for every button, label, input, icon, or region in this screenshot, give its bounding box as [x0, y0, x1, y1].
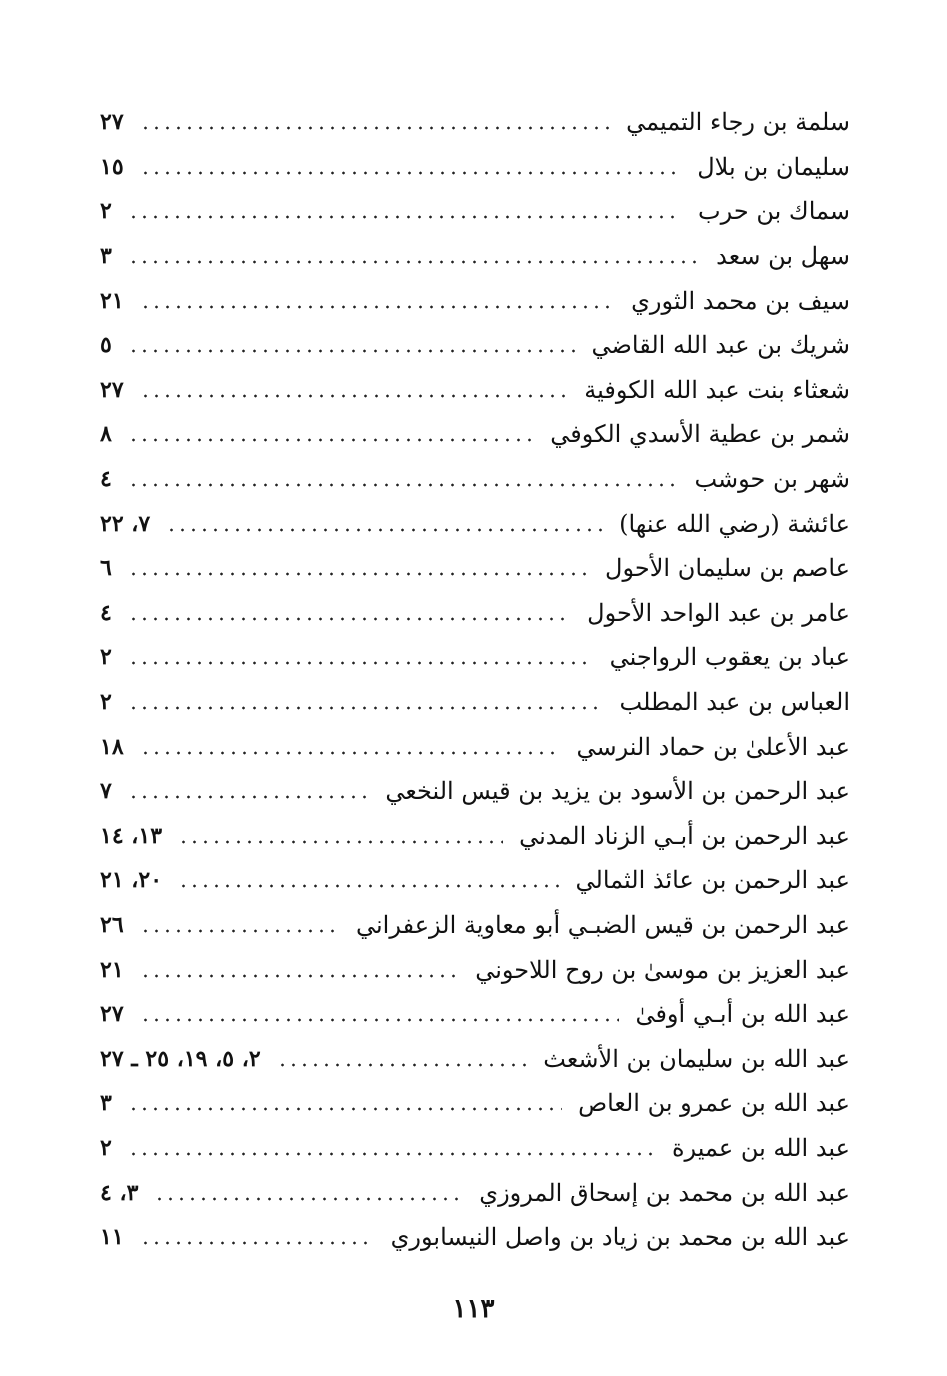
entry-name: عبد الله بن محمد بن إسحاق المروزي — [479, 1178, 850, 1207]
index-entry — [100, 145, 850, 190]
leader-dots — [128, 214, 682, 220]
entry-page-numbers: ١٨ — [100, 733, 124, 760]
index-entry — [100, 1170, 850, 1215]
entry-name: عبد العزيز بن موسىٰ بن روح اللاحوني — [475, 955, 850, 984]
index-entry — [100, 278, 850, 323]
leader-dots — [140, 170, 682, 176]
entry-page-numbers: ١٣، ١٤ — [100, 822, 163, 849]
entry-page-numbers: ٢ — [100, 644, 112, 671]
entry-page-numbers: ٦ — [100, 555, 112, 582]
index-entry — [100, 814, 850, 859]
entry-name: عبد الرحمن بن الأسود بن يزيد بن قيس النخعي — [385, 777, 850, 806]
entry-name: شعثاء بنت عبد الله الكوفية — [584, 375, 850, 404]
index-entry — [100, 858, 850, 903]
index-entry — [100, 368, 850, 413]
entry-page-numbers: ٧، ٢٢ — [100, 510, 151, 537]
leader-dots — [128, 571, 589, 577]
leader-dots — [128, 348, 576, 354]
leader-dots — [166, 527, 603, 533]
index-entry — [100, 412, 850, 457]
leader-dots — [128, 1151, 656, 1157]
index-entry — [100, 100, 850, 145]
entry-name: عاصم بن سليمان الأحول — [605, 554, 850, 583]
leader-dots — [128, 660, 594, 666]
index-entry — [100, 457, 850, 502]
entry-page-numbers: ٢ — [100, 198, 112, 225]
entry-name: عبد الله بن محمد بن زياد بن واصل النيسابوري — [390, 1223, 850, 1252]
leader-dots — [178, 839, 503, 845]
index-entry — [100, 1126, 850, 1171]
leader-dots — [128, 794, 370, 800]
entry-name: عبد الأعلىٰ بن حماد النرسي — [576, 732, 850, 761]
entry-page-numbers: ٣ — [100, 243, 112, 270]
index-entry — [100, 1215, 850, 1260]
entry-name: سلمة بن رجاء التميمي — [626, 108, 850, 137]
leader-dots — [178, 883, 559, 889]
entry-name: عباد بن يعقوب الرواجني — [609, 643, 850, 672]
entry-name: سهل بن سعد — [716, 242, 850, 271]
leader-dots — [128, 259, 700, 265]
entry-name: عبد الرحمن بن عائذ الثمالي — [575, 866, 850, 895]
entry-name: شهر بن حوشب — [694, 465, 850, 494]
index-entry — [100, 724, 850, 769]
entry-page-numbers: ٢٧ — [100, 376, 124, 403]
entry-page-numbers: ٥ — [100, 332, 112, 359]
entry-name: عبد الله بن أبـي أوفىٰ — [635, 1000, 850, 1029]
entry-name: شريك بن عبد الله القاضي — [591, 331, 850, 360]
entry-name: عبد الله بن عميرة — [671, 1133, 850, 1162]
leader-dots — [140, 973, 460, 979]
index-entry — [100, 947, 850, 992]
page-number: ١١٣ — [452, 1294, 495, 1324]
leader-dots — [140, 928, 340, 934]
entry-page-numbers: ١١ — [100, 1224, 124, 1251]
entry-page-numbers: ٢ — [100, 1134, 112, 1161]
leader-dots — [128, 482, 679, 488]
leader-dots — [140, 1240, 375, 1246]
entry-name: سيف بن محمد الثوري — [631, 286, 850, 315]
entry-page-numbers: ٢١ — [100, 956, 124, 983]
entry-page-numbers: ٢٧ — [100, 109, 124, 136]
index-entry — [100, 769, 850, 814]
index-entry — [100, 546, 850, 591]
entry-name: عبد الرحمن بن أبـي الزناد المدني — [519, 821, 850, 850]
entry-name: سماك بن حرب — [698, 197, 850, 226]
index-entry — [100, 501, 850, 546]
entry-page-numbers: ٣ — [100, 1090, 112, 1117]
entry-page-numbers: ٢، ٥، ١٩، ٢٥ ـ ٢٧ — [100, 1045, 261, 1072]
entry-name: العباس بن عبد المطلب — [619, 688, 850, 717]
index-entry — [100, 635, 850, 680]
entry-page-numbers: ٢٧ — [100, 1001, 124, 1028]
index-entry — [100, 1081, 850, 1126]
index-entry — [100, 903, 850, 948]
entry-name: عائشة (رضي الله عنها) — [619, 509, 850, 538]
entry-name: سليمان بن بلال — [697, 152, 850, 181]
index-entry — [100, 234, 850, 279]
leader-dots — [140, 304, 616, 310]
entry-name: عبد الله بن عمرو بن العاص — [578, 1089, 850, 1118]
entry-page-numbers: ٢ — [100, 689, 112, 716]
leader-dots — [140, 1017, 620, 1023]
entry-page-numbers: ١٥ — [100, 153, 124, 180]
entry-name: شمر بن عطية الأسدي الكوفي — [550, 420, 850, 449]
entry-page-numbers: ٤ — [100, 599, 112, 626]
leader-dots — [128, 1106, 562, 1112]
entry-name: عامر بن عبد الواحد الأحول — [587, 598, 850, 627]
index-entry — [100, 680, 850, 725]
leader-dots — [128, 705, 604, 711]
leader-dots — [128, 437, 534, 443]
index-entry — [100, 1036, 850, 1081]
entry-page-numbers: ٨ — [100, 421, 112, 448]
entry-page-numbers: ٢٠، ٢١ — [100, 867, 163, 894]
entry-name: عبد الرحمن بن قيس الضبـي أبو معاوية الزعفراني — [355, 910, 850, 939]
leader-dots — [140, 393, 569, 399]
index-entry — [100, 323, 850, 368]
entry-page-numbers: ٧ — [100, 778, 112, 805]
index-entry — [100, 189, 850, 234]
name-index-list — [100, 100, 850, 1259]
entry-page-numbers: ٢١ — [100, 287, 124, 314]
leader-dots — [140, 750, 561, 756]
leader-dots — [140, 125, 610, 131]
entry-page-numbers: ٣، ٤ — [100, 1179, 139, 1206]
index-entry — [100, 992, 850, 1037]
entry-page-numbers: ٢٦ — [100, 911, 124, 938]
entry-page-numbers: ٤ — [100, 466, 112, 493]
entry-name: عبد الله بن سليمان بن الأشعث — [543, 1044, 850, 1073]
leader-dots — [277, 1062, 528, 1068]
leader-dots — [128, 616, 571, 622]
index-entry — [100, 591, 850, 636]
leader-dots — [154, 1196, 463, 1202]
